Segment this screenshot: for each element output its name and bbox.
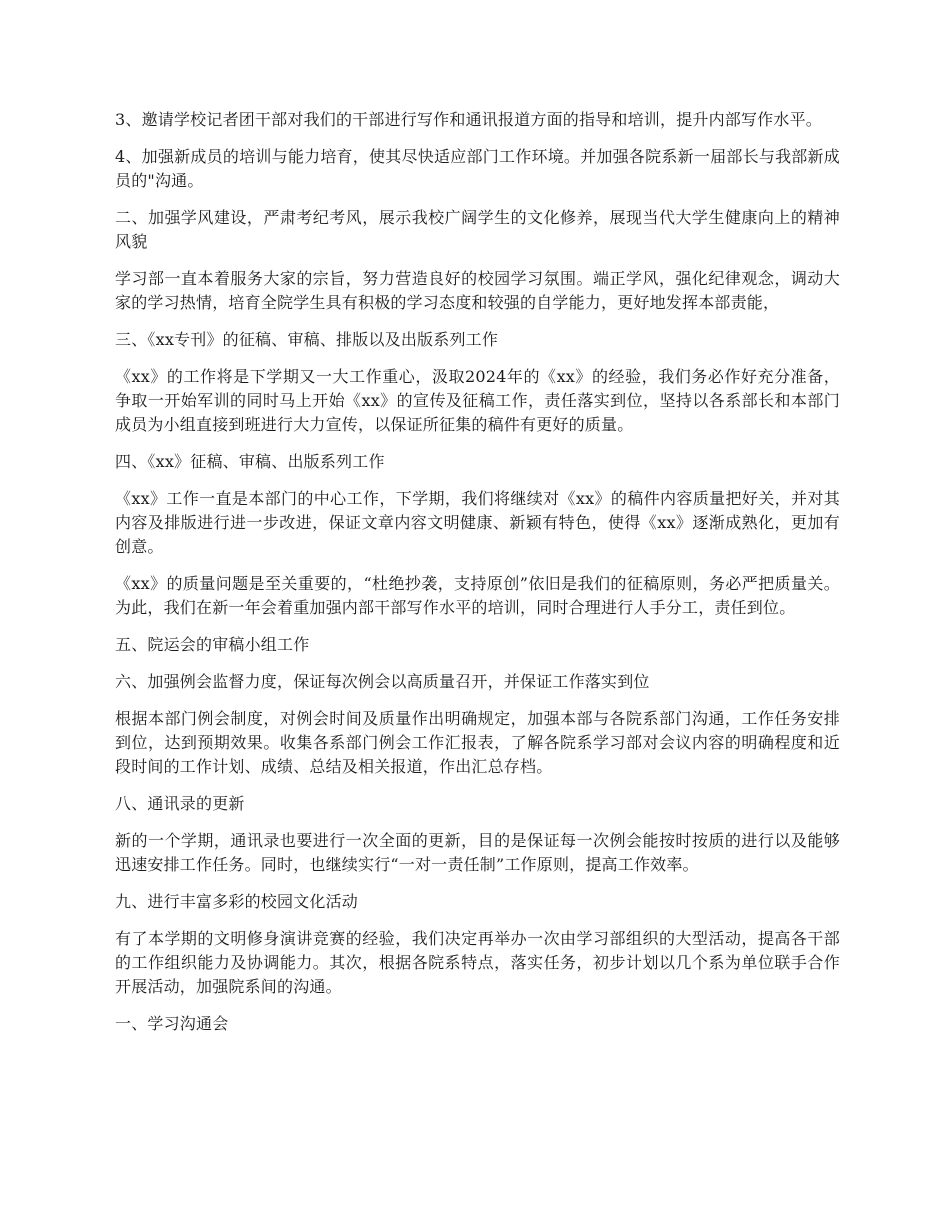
section-heading-6: 六、加强例会监督力度，保证每次例会以高质量召开，并保证工作落实到位: [115, 672, 650, 691]
section-heading-9: 九、进行丰富多彩的校园文化活动: [115, 892, 359, 911]
section-heading-1: 一、学习沟通会: [115, 1014, 229, 1033]
paragraph-4: 《xx》的工作将是下学期又一大工作重心，汲取2024年的《xx》的经验，我们务必作好充分准备，争取一开始军训的同时马上开始《xx》的宣传及征稿工作，责任落实到位，坚持以各系部长和本部门成员为小组直接到班进行大力宣传，以保证所征集的稿件有更好的质量。: [115, 367, 840, 434]
section-heading-4: 四、《xx》征稿、审稿、出版系列工作: [115, 452, 385, 471]
section-heading-5: 五、院运会的审稿小组工作: [115, 635, 310, 654]
paragraph-1: 3、邀请学校记者团干部对我们的干部进行写作和通讯报道方面的指导和培训，提升内部写作水平。: [115, 110, 822, 129]
paragraph-2: 4、加强新成员的培训与能力培育，使其尽快适应部门工作环境。并加强各院系新一届部长与我部新成员的"沟通。: [115, 147, 840, 190]
paragraph-7: 根据本部门例会制度，对例会时间及质量作出明确规定，加强本部与各院系部门沟通，工作任务安排到位，达到预期效果。收集各系部门例会工作汇报表，了解各院系学习部对会议内容的明确程度和近段时间的工作计划、成绩、总结及相关报道，作出汇总存档。: [115, 709, 840, 776]
paragraph-5: 《xx》工作一直是本部门的中心工作，下学期，我们将继续对《xx》的稿件内容质量把好关，并对其内容及排版进行进一步改进，保证文章内容文明健康、新颖有特色，使得《xx》逐渐成熟化，更加有创意。: [115, 489, 840, 556]
section-heading-3: 三、《xx专刊》的征稿、审稿、排版以及出版系列工作: [115, 330, 499, 349]
section-heading-2: 二、加强学风建设，严肃考纪考风，展示我校广阔学生的文化修养，展现当代大学生健康向上的精神风貌: [115, 208, 840, 251]
paragraph-6: 《xx》的质量问题是至关重要的，“杜绝抄袭，支持原创”依旧是我们的征稿原则，务必严把质量关。为此，我们在新一年会着重加强内部干部写作水平的培训，同时合理进行人手分工，责任到位。: [115, 574, 840, 617]
paragraph-8: 新的一个学期，通讯录也要进行一次全面的更新，目的是保证每一次例会能按时按质的进行以及能够迅速安排工作任务。同时，也继续实行“一对一责任制”工作原则，提高工作效率。: [115, 831, 840, 874]
paragraph-3: 学习部一直本着服务大家的宗旨，努力营造良好的校园学习氛围。端正学风，强化纪律观念，调动大家的学习热情，培育全院学生具有积极的学习态度和较强的自学能力，更好地发挥本部责能，: [115, 269, 840, 312]
section-heading-8: 八、通讯录的更新: [115, 794, 245, 813]
document-body: [115, 108, 840, 1049]
paragraph-9: 有了本学期的文明修身演讲竞赛的经验，我们决定再举办一次由学习部组织的大型活动，提高各干部的工作组织能力及协调能力。其次，根据各院系特点，落实任务，初步计划以几个系为单位联手合作开展活动，加强院系间的沟通。: [115, 929, 840, 996]
